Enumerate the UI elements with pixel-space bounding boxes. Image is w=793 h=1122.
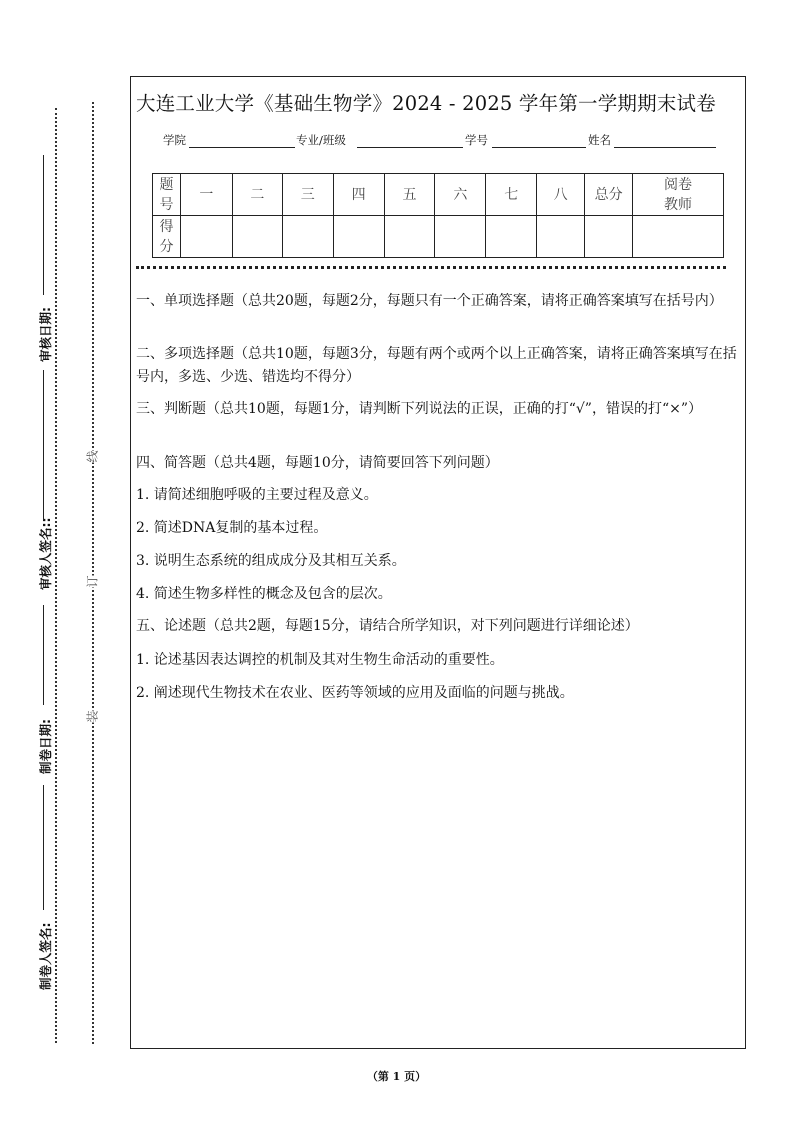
header-cell: 总分 [585,174,633,216]
separator [136,266,726,269]
header-cell: 五 [384,174,435,216]
bind-line-char: 线 [85,450,100,463]
bind-pack-char: 装 [85,710,100,723]
score-row [153,216,724,258]
header-cell: 六 [435,174,486,216]
row-label: 得分 [153,216,181,258]
make-date-line [43,605,44,705]
score-table [152,173,724,258]
page-number: （第 1 页） [366,1070,427,1083]
score-cell[interactable] [384,216,435,258]
score-cell[interactable] [333,216,384,258]
header-cell: 二 [232,174,282,216]
college-field[interactable] [189,147,295,148]
exam-title: 大连工业大学《基础生物学》2024 - 2025 学年第一学期期末试卷 [136,92,716,115]
maker-sign-line [43,785,44,910]
section-5: 五、论述题（总共2题，每题15分，请结合所学知识，对下列问题进行详细论述） [136,618,639,634]
header-cell: 四 [333,174,384,216]
header-cell: 七 [486,174,537,216]
binding-dotted-line [92,102,94,1044]
score-cell[interactable] [537,216,585,258]
reviewer-sign-label: 审核人签名:: [38,517,53,590]
score-cell[interactable] [435,216,486,258]
header-cell: 八 [537,174,585,216]
score-cell[interactable] [180,216,232,258]
outer-dotted-line [55,108,57,1043]
score-cell[interactable] [282,216,333,258]
make-date-label: 制卷日期: [38,719,53,774]
header-cell: 题号 [153,174,181,216]
question: 1. 论述基因表达调控的机制及其对生物生命活动的重要性。 [136,652,504,668]
section-1: 一、单项选择题（总共20题，每题2分，每题只有一个正确答案，请将正确答案填写在括号内） [136,293,723,309]
major-label: 专业/班级 [296,133,346,147]
section-2: 二、多项选择题（总共10题，每题3分，每题有两个或两个以上正确答案，请将正确答案填写在括号内，多选、少选、错选均不得分） [136,346,737,385]
header-cell: 阅卷教师 [633,174,724,216]
section-3: 三、判断题（总共10题，每题1分，请判断下列说法的正误，正确的打“√”，错误的打“×”） [136,401,702,417]
question: 3. 说明生态系统的组成成分及其相互关系。 [136,553,406,569]
reviewer-sign-line [43,370,44,520]
major-field[interactable] [357,147,463,148]
score-cell[interactable] [232,216,282,258]
name-label: 姓名 [588,133,611,147]
college-label: 学院 [163,133,186,147]
name-field[interactable] [614,147,716,148]
score-cell[interactable] [585,216,633,258]
review-date-line [43,155,44,295]
review-date-label: 审核日期: [38,307,53,362]
question: 2. 简述DNA复制的基本过程。 [136,520,328,536]
score-cell[interactable] [633,216,724,258]
question: 4. 简述生物多样性的概念及包含的层次。 [136,586,392,602]
bind-order-char: 订 [85,575,100,588]
score-cell[interactable] [486,216,537,258]
section-4: 四、简答题（总共4题，每题10分，请简要回答下列问题） [136,455,499,471]
maker-sign-label: 制卷人签名: [38,922,53,990]
student-id-label: 学号 [465,133,488,147]
header-cell: 三 [282,174,333,216]
table-header-row [153,174,724,216]
question: 1. 请简述细胞呼吸的主要过程及意义。 [136,487,378,503]
header-cell: 一 [180,174,232,216]
question: 2. 阐述现代生物技术在农业、医药等领域的应用及面临的问题与挑战。 [136,685,574,701]
student-id-field[interactable] [492,147,586,148]
